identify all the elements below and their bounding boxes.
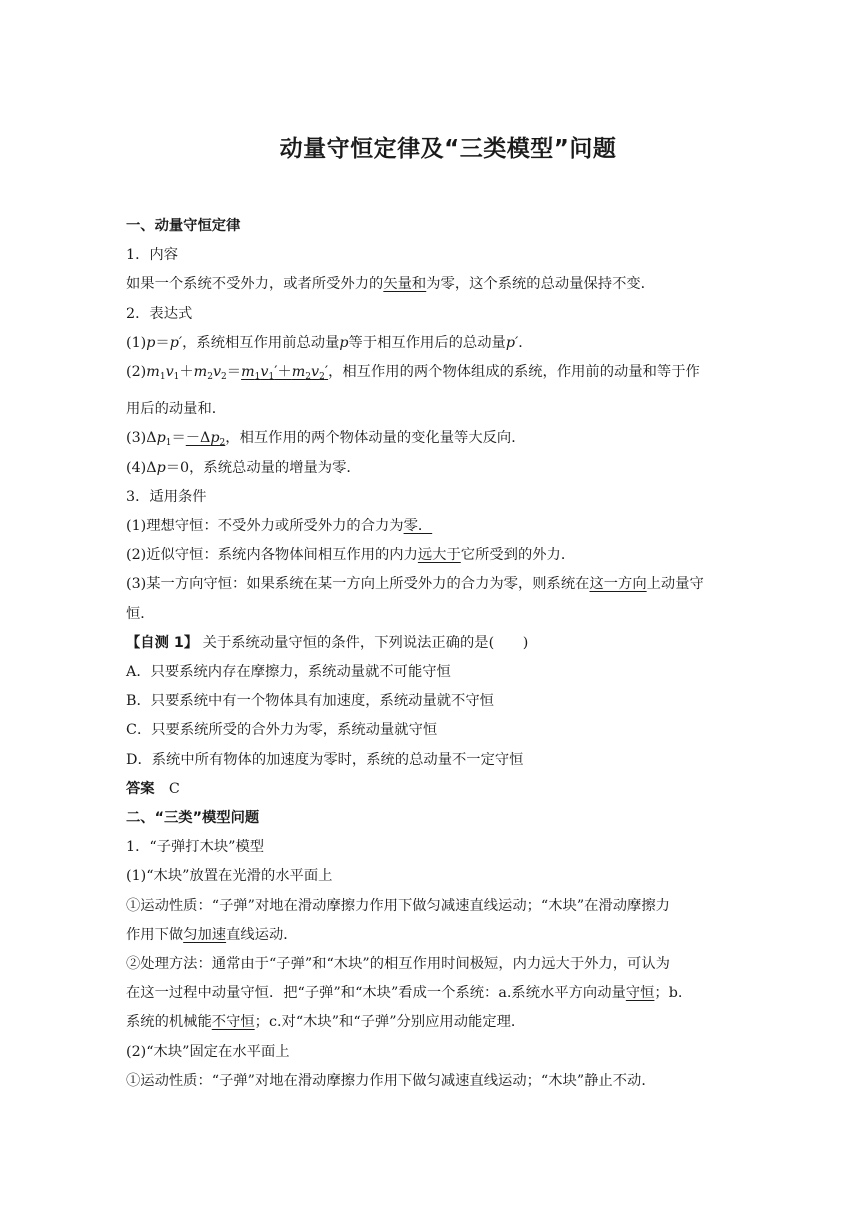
case-heading-1: (1)“木块”放置在光滑的水平面上 bbox=[126, 868, 333, 885]
underlined-term: 匀加速 bbox=[183, 926, 227, 943]
condition-1: (1)理想守恒：不受外力或所受外力的合力为零． bbox=[126, 518, 433, 535]
quiz-option-c: C．只要系统所受的合外力为零，系统动量就守恒 bbox=[126, 722, 438, 739]
paragraph-motion: ①运动性质：“子弹”对地在滑动摩擦力作用下做匀减速直线运动；“木块”在滑动摩擦力 bbox=[126, 897, 670, 914]
underlined-term: 这一方向 bbox=[589, 576, 647, 593]
underlined-term: 零． bbox=[403, 518, 433, 535]
answer-label: 答案 bbox=[126, 780, 155, 797]
quiz-tag: 【自测 1】 bbox=[126, 634, 199, 651]
expression-2: $(2)m_1v_1+m_2v_2=m_1v_1'+m_2v_2'$，相互作用的两个物体组成的系统，作用前的动量和等于作 bbox=[126, 364, 700, 383]
subheading-conditions: 3．适用条件 bbox=[126, 488, 207, 505]
underlined-formula: $m_1v_1'+m_2v_2'$ bbox=[241, 364, 329, 383]
document-body bbox=[126, 212, 736, 1096]
subheading-expression: 2．表达式 bbox=[126, 305, 193, 322]
content-paragraph: 如果一个系统不受外力，或者所受外力的矢量和为零，这个系统的总动量保持不变． bbox=[126, 276, 655, 293]
underlined-term: 守恒 bbox=[625, 985, 655, 1002]
case-heading-2: (2)“木块”固定在水平面上 bbox=[126, 1043, 290, 1060]
paragraph-fixed-block: ①运动性质：“子弹”对地在滑动摩擦力作用下做匀减速直线运动；“木块”静止不动． bbox=[126, 1072, 656, 1089]
condition-3: (3)某一方向守恒：如果系统在某一方向上所受外力的合力为零，则系统在这一方向上动量守 bbox=[126, 576, 704, 593]
paragraph-method-3: 系统的机械能不守恒；c.对“木块”和“子弹”分别应用动能定理． bbox=[126, 1014, 526, 1031]
quiz-option-b: B．只要系统中有一个物体具有加速度，系统动量就不守恒 bbox=[126, 693, 494, 710]
quiz-question: 【自测 1】 关于系统动量守恒的条件，下列说法正确的是( ) bbox=[126, 634, 529, 651]
underlined-term: 不守恒 bbox=[211, 1014, 255, 1031]
expression-1: (1)p＝p′，系统相互作用前总动量p等于相互作用后的总动量p′． bbox=[126, 334, 533, 351]
page-title: 动量守恒定律及“三类模型”问题 bbox=[279, 136, 617, 162]
paragraph-method-2: 在这一过程中动量守恒．把“子弹”和“木块”看成一个系统：a.系统水平方向动量守恒；b. bbox=[126, 985, 683, 1002]
expression-4: (4)Δp＝0，系统总动量的增量为零． bbox=[126, 459, 361, 476]
underlined-term: 远大于 bbox=[417, 547, 461, 564]
paragraph-motion-continued: 作用下做匀加速直线运动． bbox=[126, 926, 298, 943]
underlined-term: 矢量和 bbox=[383, 276, 427, 293]
quiz-option-d: D．系统中所有物体的加速度为零时，系统的总动量不一定守恒 bbox=[126, 751, 524, 768]
quiz-option-a: A．只要系统内存在摩擦力，系统动量就不可能守恒 bbox=[126, 664, 451, 681]
expression-3: $(3)\Delta p_1=-\Delta p_2$，相互作用的两个物体动量的变化量等大反向． bbox=[126, 430, 526, 449]
subheading-content: 1．内容 bbox=[126, 247, 178, 264]
condition-3-continued: 恒． bbox=[126, 605, 155, 622]
section-heading-1: 一、动量守恒定律 bbox=[126, 218, 241, 234]
answer-value: C bbox=[168, 780, 180, 797]
section-heading-2: 二、“三类”模型问题 bbox=[126, 810, 260, 827]
model-heading: 1．“子弹打木块”模型 bbox=[126, 839, 265, 856]
paragraph-method: ②处理方法：通常由于“子弹”和“木块”的相互作用时间极短，内力远大于外力，可认为 bbox=[126, 956, 670, 973]
condition-2: (2)近似守恒：系统内各物体间相互作用的内力远大于它所受到的外力． bbox=[126, 547, 576, 564]
quiz-answer bbox=[126, 775, 736, 804]
expression-2-continued: 用后的动量和． bbox=[126, 401, 227, 418]
underlined-formula: $-\Delta p_2$ bbox=[185, 430, 226, 449]
